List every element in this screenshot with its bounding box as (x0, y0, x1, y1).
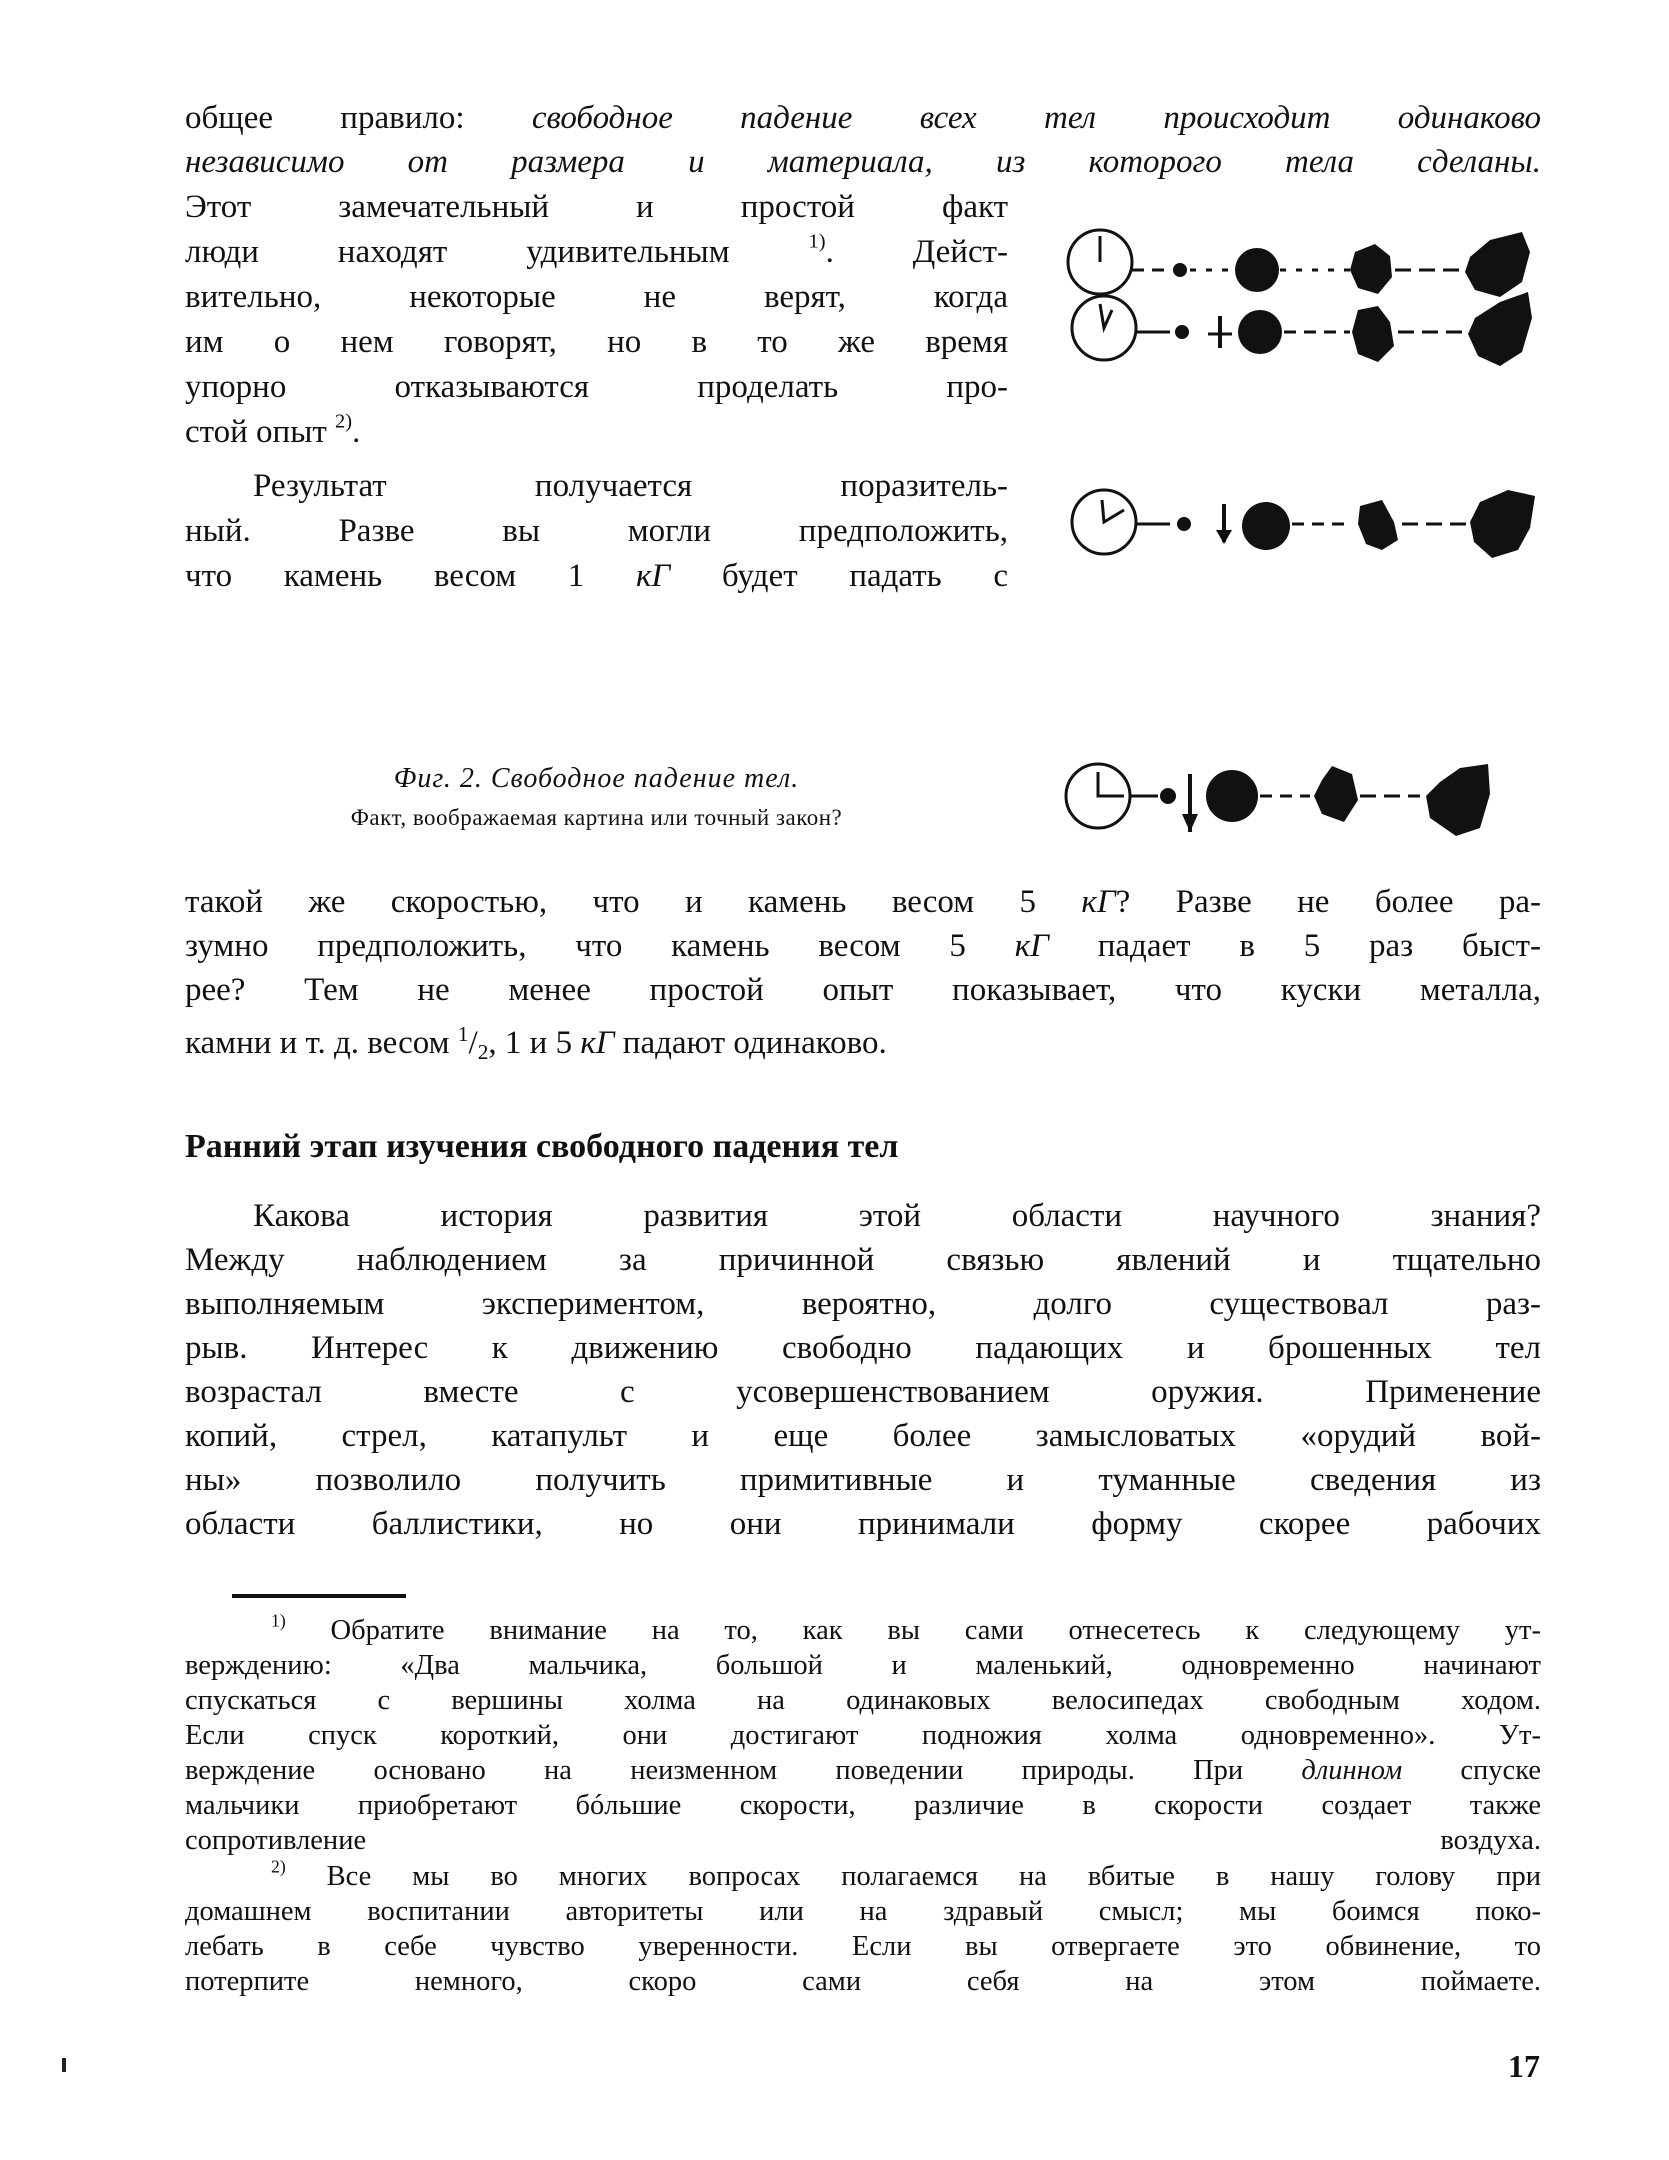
small-ball-icon (1160, 788, 1176, 804)
figure-row-2 (1060, 288, 1530, 388)
stone-icon (1352, 306, 1394, 362)
column-line-6 (185, 412, 1008, 452)
para2-line-1: Результат получается поразитель- (253, 468, 1008, 504)
figure-caption-subtitle: Факт, воображаемая картина или точный закон? (350, 805, 843, 830)
after-figure-line-3: рее? Тем не менее простой опыт показывает, что куски металла, (185, 972, 1541, 1008)
column-line-1: Этот замечательный и простой факт (185, 189, 1008, 225)
small-ball-icon (1173, 263, 1187, 277)
column-line-2-suffix: . Дейст- (825, 234, 1008, 270)
para2-line-3-after: будет падать с (670, 558, 1009, 594)
stone-icon (1350, 244, 1392, 294)
small-ball-icon (1177, 517, 1191, 531)
column-line-6-text: стой опыт (185, 414, 327, 450)
fraction-slash: / (468, 1024, 478, 1061)
text: верждение основано на неизменном поведении природы. При (185, 1755, 1302, 1786)
footnote-ref-2[interactable]: 2) (335, 410, 353, 433)
unit-kg: кГ (1014, 928, 1049, 964)
after-figure-line-1 (185, 882, 1541, 922)
section-heading: Ранний этап изучения свободного падения тел (185, 1128, 899, 1165)
text: камни и т. д. весом (185, 1024, 458, 1061)
arrow-icon (1216, 504, 1232, 544)
section-line-7: ны» позволило получить примитивные и туманные сведения из (185, 1462, 1541, 1498)
ball-icon (1238, 310, 1282, 354)
text: зумно предположить, что камень весом 5 (185, 928, 1015, 964)
footnote-2-line-3: лебать в себе чувство уверенности. Если вы отвергаете это обвинение, то (185, 1931, 1541, 1962)
text: падают одинаково. (614, 1024, 887, 1061)
clock-icon (1068, 230, 1132, 294)
small-ball-icon (1175, 325, 1189, 339)
footnote-1-line-5 (185, 1754, 1541, 1789)
scan-mark (62, 2058, 66, 2072)
figure-row-3 (1060, 478, 1530, 578)
clock-icon (1072, 296, 1136, 360)
footnote-1-line-1 (185, 1610, 1541, 1649)
section-line-1: Какова история развития этой области научного знания? (253, 1198, 1541, 1234)
section-line-2: Между наблюдением за причинной связью явлений и тщательно (185, 1242, 1541, 1278)
clock-icon (1072, 490, 1136, 554)
footnote-1-line-2: верждению: «Два мальчика, большой и маленький, одновременно начинают (185, 1650, 1541, 1681)
intro-italic-text: свободное падение всех тел происходит одинаково (531, 100, 1541, 136)
section-line-6: копий, стрел, катапульт и еще более замысловатых «орудий вой- (185, 1418, 1541, 1454)
footnote-2-marker: 2) (271, 1856, 286, 1877)
large-stone-icon (1468, 292, 1532, 366)
fraction-numerator: 1 (457, 1022, 469, 1046)
italic-text: длинном (1301, 1755, 1403, 1786)
text: ? Разве не более ра- (1115, 884, 1541, 920)
text: спуске (1402, 1755, 1541, 1786)
intro-line-2: независимо от размера и материала, из которого тела сделаны. (185, 144, 1541, 180)
text: такой же скоростью, что и камень весом 5 (185, 884, 1082, 920)
large-stone-icon (1470, 490, 1535, 558)
para2-line-3-before: что камень весом 1 (185, 558, 636, 594)
text: Все мы во многих вопросах полагаемся на вбитые в нашу голову при (326, 1861, 1541, 1892)
intro-plain-text: общее правило: (185, 100, 532, 136)
ball-icon (1206, 770, 1258, 822)
arrow-icon (1208, 316, 1232, 348)
fraction-denominator: 2 (477, 1040, 489, 1065)
column-line-2 (185, 232, 1008, 272)
footnote-2-line-1 (185, 1856, 1541, 1895)
arrow-icon (1182, 774, 1198, 832)
unit-kg: кГ (635, 558, 671, 594)
footnote-1-line-3: спускаться с вершины холма на одинаковых велосипедах свободным ходом. (185, 1685, 1541, 1716)
figure-row-4-svg (1060, 752, 1530, 852)
section-line-8: области баллистики, но они принимали форму скорее рабочих (185, 1506, 1541, 1542)
unit-kg: кГ (580, 1024, 615, 1061)
para2-line-2: ный. Разве вы могли предположить, (185, 513, 1008, 549)
footnote-1-line-7: сопротивление воздуха. (185, 1825, 1541, 1856)
large-stone-icon (1426, 764, 1490, 836)
intro-line-1 (185, 98, 1541, 138)
column-line-2-text: люди находят удивительным (185, 234, 730, 270)
column-line-6-suffix: . (352, 414, 361, 450)
figure-caption-title: Фиг. 2. Свободное падение тел. (393, 763, 800, 794)
column-line-4: им о нем говорят, но в то же время (185, 324, 1008, 360)
column-line-5: упорно отказываются проделать про- (185, 369, 1008, 405)
after-figure-line-4 (185, 1014, 1541, 1072)
footnote-2-line-4: потерпите немного, скоро сами себя на этом поймаете. (185, 1966, 1541, 1997)
footnote-2-line-2: домашнем воспитании авторитеты или на здравый смысл; мы боимся поко- (185, 1896, 1541, 1927)
footnote-1-line-6: мальчики приобретают бóльшие скорости, различие в скорости создает также (185, 1790, 1541, 1821)
figure-row-3-svg (1060, 478, 1530, 578)
figure-row-4 (1060, 752, 1530, 852)
ball-icon (1242, 502, 1290, 550)
unit-kg: кГ (1081, 884, 1116, 920)
after-figure-line-2 (185, 926, 1541, 966)
para2-line-3 (185, 556, 1008, 596)
clock-icon (1066, 764, 1130, 828)
section-line-5: возрастал вместе с усовершенствованием оружия. Применение (185, 1374, 1541, 1410)
footnote-divider (232, 1594, 406, 1598)
column-line-3: вительно, некоторые не верят, когда (185, 279, 1008, 315)
ball-icon (1235, 248, 1279, 292)
text: Обратите внимание на то, как вы сами отнесетесь к следующему ут- (330, 1615, 1541, 1646)
section-line-3: выполняемым экспериментом, вероятно, долго существовал раз- (185, 1286, 1541, 1322)
footnote-ref-1[interactable]: 1) (808, 230, 826, 253)
text: падает в 5 раз быст- (1048, 928, 1541, 964)
footnote-1-line-4: Если спуск короткий, они достигают подножия холма одновременно». Ут- (185, 1720, 1541, 1751)
figure-row-2-svg (1060, 288, 1530, 388)
stone-icon (1314, 766, 1358, 822)
section-line-4: рыв. Интерес к движению свободно падающих и брошенных тел (185, 1330, 1541, 1366)
stone-icon (1358, 500, 1398, 550)
text: , 1 и 5 (488, 1024, 581, 1061)
footnote-1-marker: 1) (271, 1610, 286, 1631)
page-number: 17 (1508, 2048, 1540, 2084)
